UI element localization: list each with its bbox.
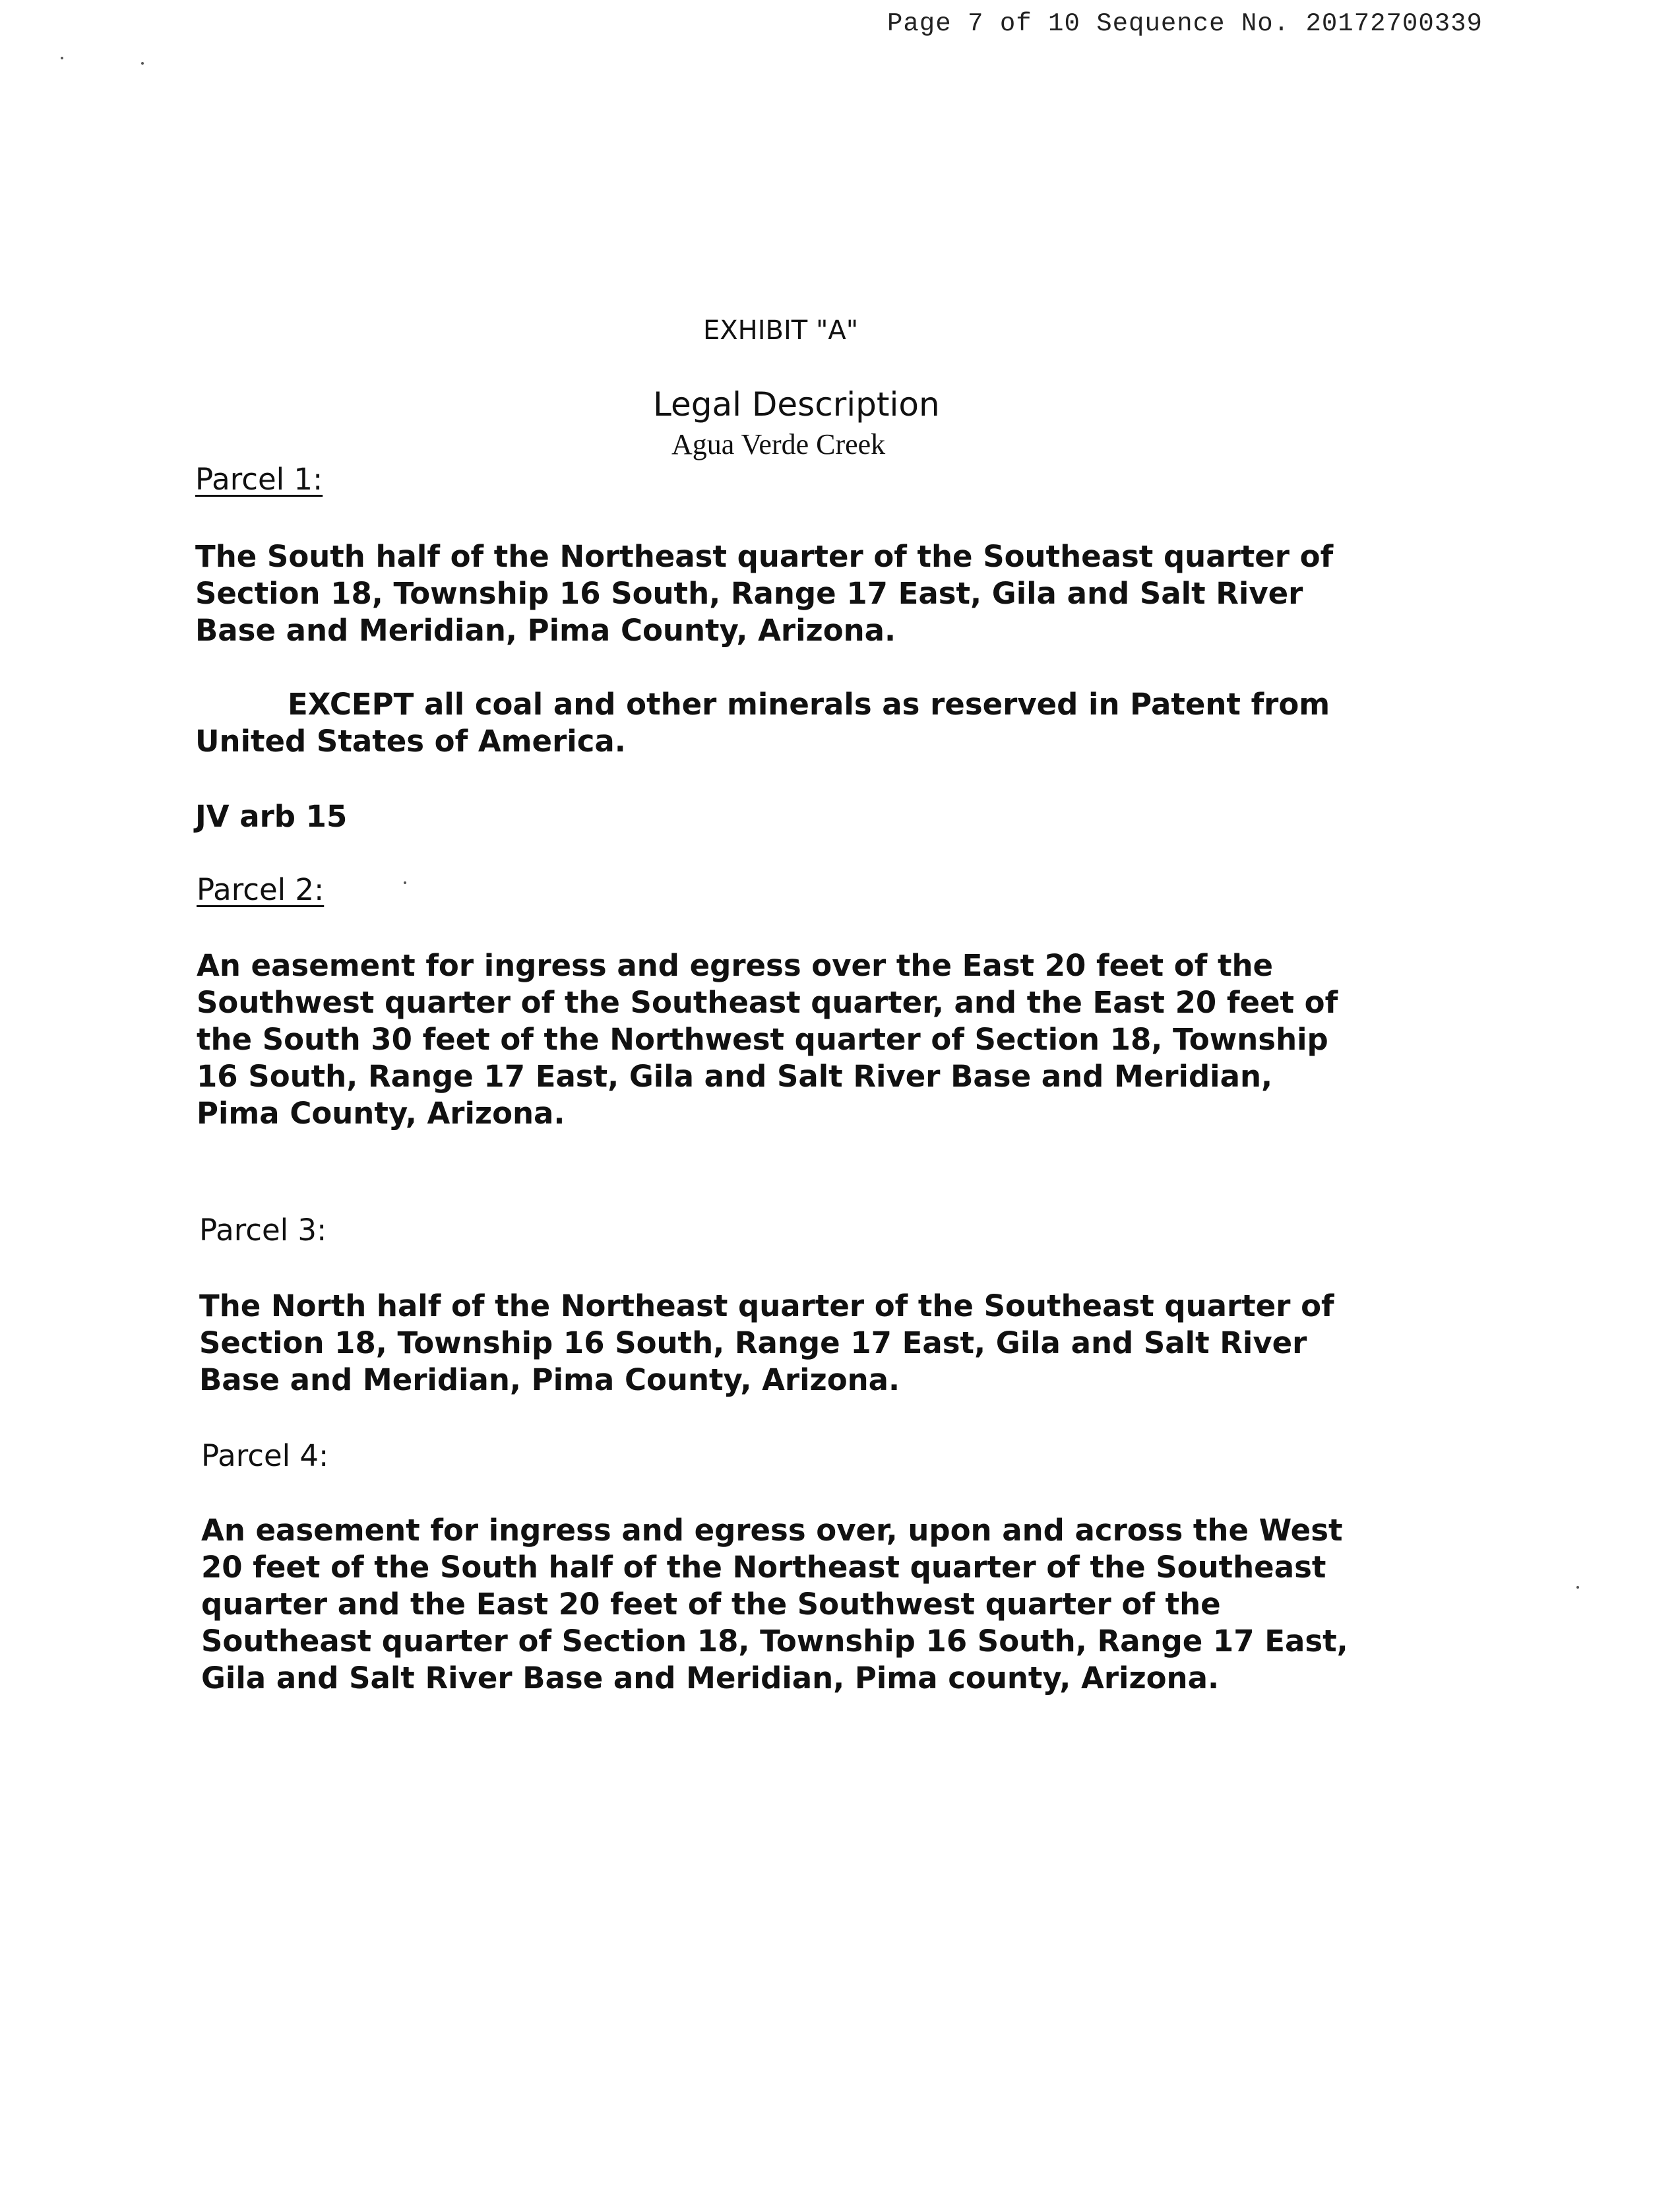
parcel-2-description [197,947,1338,1132]
scan-speck [1576,1586,1579,1589]
text-line: Base and Meridian, Pima County, Arizona. [195,613,896,648]
text-line: 20 feet of the South half of the Northeast quarter of the Southeast [201,1550,1326,1585]
parcel-4-description [201,1512,1348,1697]
parcel-3-description [199,1288,1334,1399]
text-line: Southeast quarter of Section 18, Township 16 South, Range 17 East, [201,1624,1348,1659]
scan-speck [141,62,144,65]
parcel-2-heading: Parcel 2: [197,872,325,907]
text-line: An easement for ingress and egress over the East 20 feet of the [197,948,1274,983]
text-line: Section 18, Township 16 South, Range 17 East, Gila and Salt River [199,1325,1307,1360]
text-line: The South half of the Northeast quarter of the Southeast quarter of [195,539,1334,574]
text-line: 16 South, Range 17 East, Gila and Salt River Base and Meridian, [197,1059,1273,1094]
exhibit-title: EXHIBIT "A" [703,315,859,346]
scan-speck [61,57,63,59]
parcel-1-note [195,798,347,835]
text-line: EXCEPT all coal and other minerals as reserved in Patent from [288,687,1330,722]
parcel-1-description [195,538,1333,649]
legal-description-title: Legal Description [653,385,940,424]
text-line: Base and Meridian, Pima County, Arizona. [199,1362,900,1397]
parcel-4-heading: Parcel 4: [201,1438,329,1473]
text-line: Gila and Salt River Base and Meridian, Pima county, Arizona. [201,1661,1220,1696]
text-line: United States of America. [195,724,626,759]
parcel-3-heading: Parcel 3: [199,1213,327,1248]
scan-speck [404,881,406,884]
text-line: Section 18, Township 16 South, Range 17 East, Gila and Salt River [195,576,1303,611]
text-line: quarter and the East 20 feet of the Southwest quarter of the [201,1587,1221,1622]
property-name: Agua Verde Creek [671,428,886,460]
text-line: the South 30 feet of the Northwest quarter of Section 18, Township [197,1022,1328,1057]
text-line: JV arb 15 [195,799,348,834]
page-sequence-header: Page 7 of 10 Sequence No. 20172700339 [887,9,1483,38]
parcel-1-exception [195,686,1330,760]
text-line: Pima County, Arizona. [197,1096,565,1131]
parcel-1-heading: Parcel 1: [195,462,323,497]
text-line: An easement for ingress and egress over, upon and across the West [201,1513,1343,1548]
text-line: Southwest quarter of the Southeast quarter, and the East 20 feet of [197,985,1338,1020]
text-line: The North half of the Northeast quarter of the Southeast quarter of [199,1288,1334,1323]
